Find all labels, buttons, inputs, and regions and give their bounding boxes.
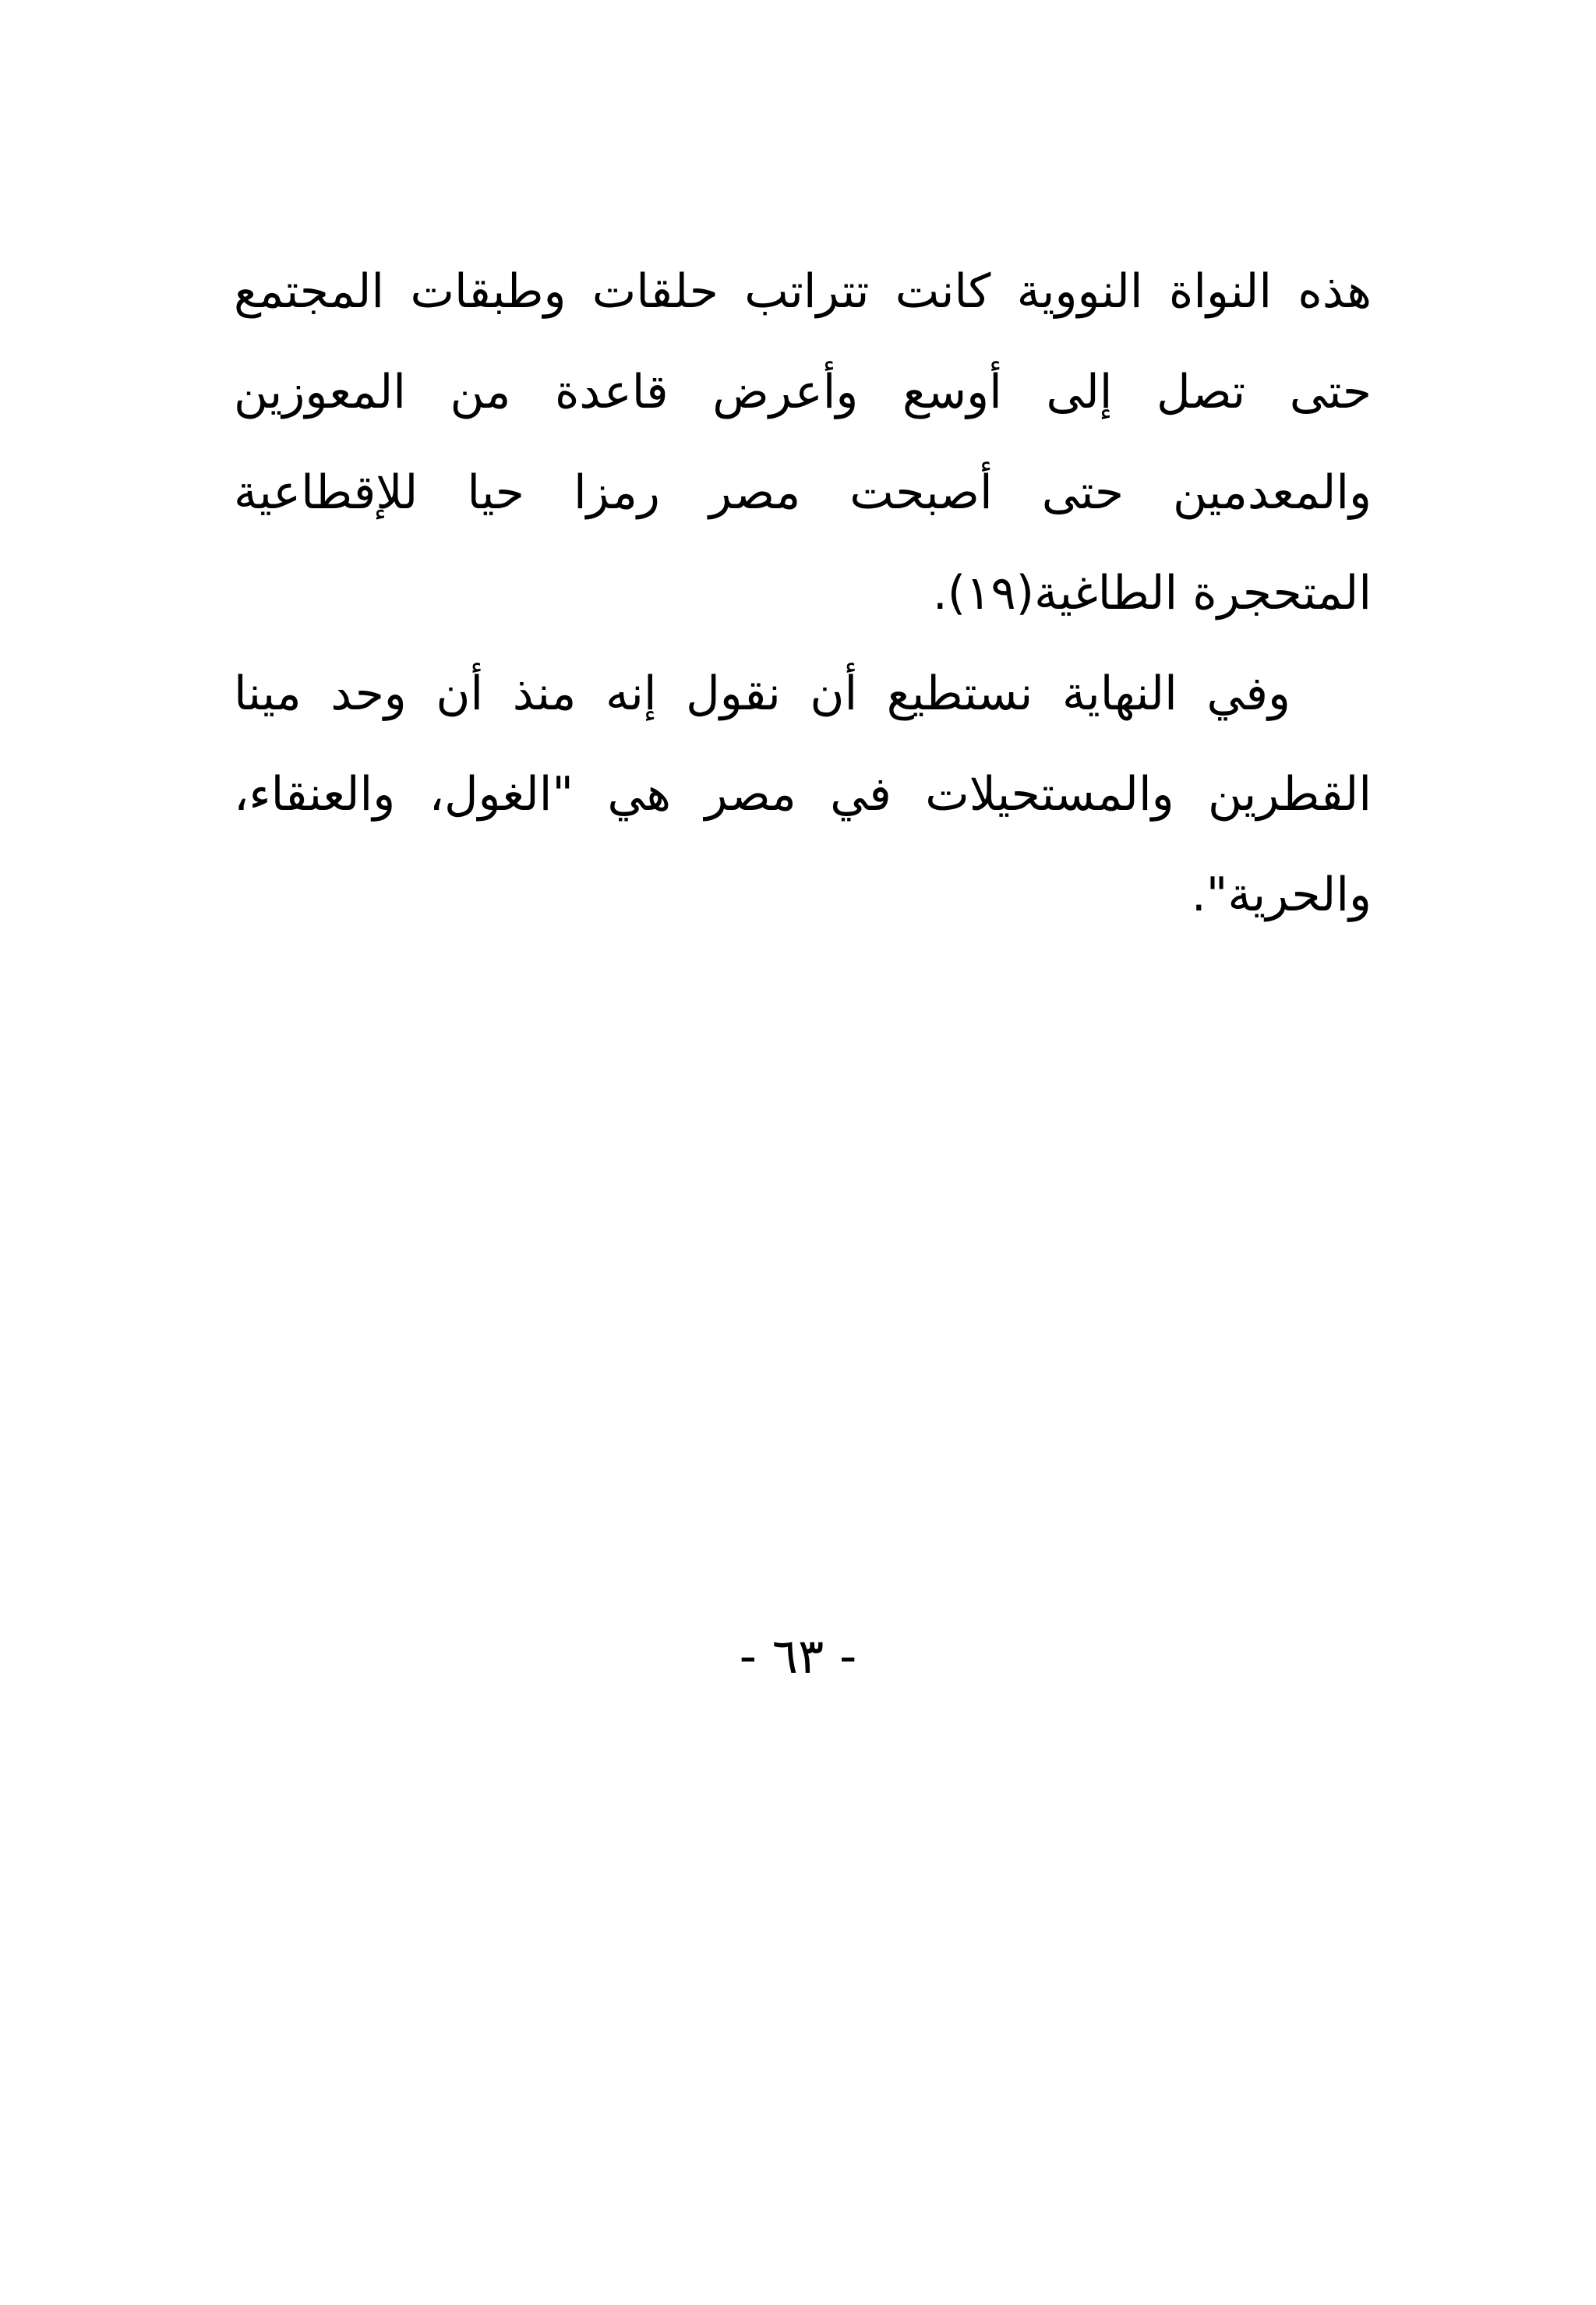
text-line: حتى تصل إلى أوسع وأعرض قاعدة من المعوزين bbox=[234, 365, 1372, 419]
paragraph-2 bbox=[234, 644, 1372, 946]
text-line: هذه النواة النووية كانت تتراتب حلقات وطبقات المجتمع bbox=[234, 264, 1372, 319]
paragraph-1 bbox=[234, 242, 1372, 644]
text-line: والمعدمين حتى أصبحت مصر رمزا حيا للإقطاعية bbox=[234, 465, 1372, 520]
body-text bbox=[234, 242, 1372, 946]
text-line: القطرين والمستحيلات في مصر هي "الغول، والعنقاء، bbox=[234, 767, 1372, 822]
page-number: - ٦٣ - bbox=[739, 1628, 857, 1685]
text-line: وفي النهاية نستطيع أن نقول إنه منذ أن وحد مينا bbox=[234, 666, 1291, 721]
text-line: والحرية". bbox=[1191, 868, 1372, 922]
text-line: المتحجرة الطاغية(١٩). bbox=[932, 566, 1372, 620]
